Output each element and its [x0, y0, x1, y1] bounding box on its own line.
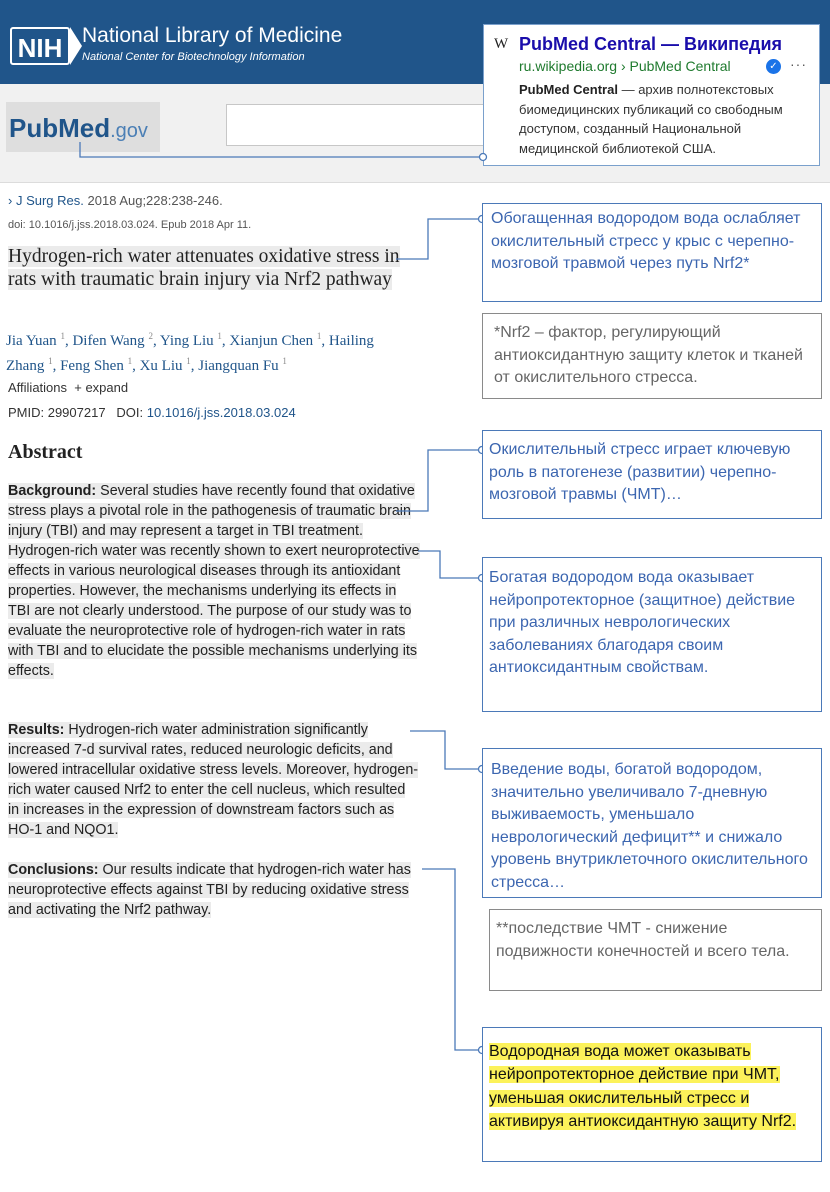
author-link[interactable]: Feng Shen — [60, 358, 124, 374]
results-label: Results: — [8, 722, 65, 738]
annotation-title-translation: Обогащенная водородом вода ослабляет окислительный стресс у крыс с черепно-мозговой травмой через путь Nrf2* — [491, 210, 801, 272]
pmid: PMID: 29907217 — [8, 405, 106, 420]
abstract-background — [8, 481, 420, 681]
author-affiliation-number[interactable]: 2 — [148, 331, 153, 341]
article-title-text: Hydrogen-rich water attenuates oxidative stress in rats with traumatic brain injury via Nrf2 pathway — [8, 246, 400, 290]
conclusions-text: Our results indicate that hydrogen-rich water has neuroprotective effects against TBI by reducing oxidative stress and activating the Nrf2 pathway. — [8, 862, 411, 918]
search-input[interactable] — [226, 104, 526, 146]
doi-label: DOI: — [116, 405, 144, 420]
affiliations-label: Affiliations — [8, 380, 68, 395]
author-affiliation-number[interactable]: 1 — [60, 331, 65, 341]
nih-logo-chevron-icon — [70, 27, 82, 65]
author-link[interactable]: Difen Wang — [72, 333, 145, 349]
conclusions-label: Conclusions: — [8, 862, 99, 878]
pubmed-logo-text: PubMed — [9, 113, 111, 143]
nih-title[interactable]: National Library of Medicine — [82, 24, 343, 47]
expand-button[interactable]: + expand — [74, 380, 129, 395]
verified-check-icon: ✓ — [766, 59, 781, 74]
pubmed-logo-gov: .gov — [110, 120, 148, 142]
identifiers-row — [8, 405, 296, 420]
note-nrf2: *Nrf2 – фактор, регулирующий антиоксидантную защиту клеток и тканей от окислительного стресса. — [494, 324, 803, 386]
author-link[interactable]: Ying Liu — [159, 333, 214, 349]
journal-citation — [8, 193, 223, 208]
abstract-results — [8, 720, 420, 840]
author-link[interactable]: Xu Liu — [139, 358, 183, 374]
author-affiliation-number[interactable]: 1 — [217, 331, 222, 341]
abstract-heading: Abstract — [8, 441, 83, 463]
connector-results — [410, 731, 482, 769]
annotation-conclusion-text: Водородная вода может оказывать нейропротекторное действие при ЧМТ, уменьшая окислительный стресс и активируя антиоксидантную защиту Nrf2. — [489, 1043, 797, 1130]
annotation-neuroprotective: Богатая водородом вода оказывает нейропротекторное (защитное) действие при различных неврологических заболеваниях благодаря своим антиоксидантным свойствам. — [489, 569, 796, 676]
background-text: Several studies have recently found that oxidative stress plays a pivotal role in the pathogenesis of traumatic brain injury (TBI) and may represent a target in TBI treatment. Hydrogen-rich water was recently shown to exert neuroprotective effects in various neurological diseases through its antioxidant properties. However, the mechanisms underlying its effects in TBI are not clearly understood. The purpose of our study was to evaluate the neuroprotective role of hydrogen-rich water in rats with TBI and to elucidate the possible mechanisms underlying its effects. — [8, 483, 420, 679]
annotation-oxidative-role: Окислительный стресс играет ключевую роль в патогенезе (развитии) черепно-мозговой травмы (ЧМТ)… — [489, 441, 791, 503]
annotation-results-translation: Введение воды, богатой водородом, значительно увеличивало 7-дневную выживаемость, уменьшало неврологический дефицит** и снижало уровень внутриклеточного окислительного стресса… — [491, 761, 808, 891]
background-label: Background: — [8, 483, 97, 499]
wikipedia-description-text: — архив полнотекстовых биомедицинских публикаций со свободным доступом, созданный Национальной медицинской библиотекой США. — [519, 82, 783, 156]
author-affiliation-number[interactable]: 1 — [316, 331, 322, 341]
nih-logo[interactable]: NIH — [10, 27, 70, 65]
wikipedia-description-bold: PubMed Central — [519, 82, 618, 97]
wikipedia-icon: W — [494, 36, 509, 52]
article-title — [8, 245, 403, 291]
author-affiliation-number[interactable]: 1 — [48, 356, 53, 366]
affiliations-row — [8, 380, 128, 395]
doi-link[interactable]: 10.1016/j.jss.2018.03.024 — [146, 405, 296, 420]
pubmed-logo[interactable] — [9, 113, 148, 144]
journal-issue: 2018 Aug;228:238-246. — [83, 193, 223, 208]
chevron-right-icon: › — [8, 193, 13, 208]
author-affiliation-number[interactable]: 1 — [186, 356, 191, 366]
author-link[interactable]: Jia Yuan — [6, 333, 57, 349]
note-deficit: **последствие ЧМТ - снижение подвижности конечностей и всего тела. — [496, 920, 790, 960]
results-text: Hydrogen-rich water administration significantly increased 7-d survival rates, reduced neurologic deficits, and lowered intracellular oxidative stress levels. Moreover, hydrogen-rich water caused Nrf2 to enter the cell nucleus, which resulted in increases in the expression of downstream factors such as HO-1 and NQO1. — [8, 722, 419, 838]
journal-link[interactable]: J Surg Res. — [15, 193, 84, 208]
author-affiliation-number[interactable]: 1 — [282, 356, 287, 366]
abstract-conclusions — [8, 860, 420, 920]
author-list: Jia Yuan $^1$, Difen Wang $^2$, Ying Liu $^1$, Xianjun Chen $^1$, Hailing Zhang $^1$, Feng Shen $^1$, Xu Liu $^1$, Jiangquan Fu $^1$ — [6, 331, 374, 374]
author-link[interactable]: Jiangquan Fu — [198, 358, 279, 374]
connector-neuroprotective — [418, 551, 482, 578]
wikipedia-title-link[interactable]: PubMed Central — Википедия — [519, 34, 783, 54]
author-link[interactable]: Xianjun Chen — [229, 333, 314, 349]
annotation-conclusion — [489, 1040, 819, 1133]
nih-subtitle: National Center for Biotechnology Information — [82, 51, 305, 63]
doi-line: doi: 10.1016/j.jss.2018.03.024. Epub 2018 Apr 11. — [8, 219, 252, 231]
connector-conclusions — [422, 869, 482, 1050]
wikipedia-description — [519, 80, 815, 158]
connector-title — [396, 219, 482, 259]
more-options-icon[interactable]: ··· — [790, 56, 807, 72]
author-link[interactable]: Hailing Zhang — [6, 333, 374, 374]
author-affiliation-number[interactable]: 1 — [127, 356, 133, 366]
wikipedia-url[interactable]: ru.wikipedia.org › PubMed Central — [519, 58, 731, 74]
